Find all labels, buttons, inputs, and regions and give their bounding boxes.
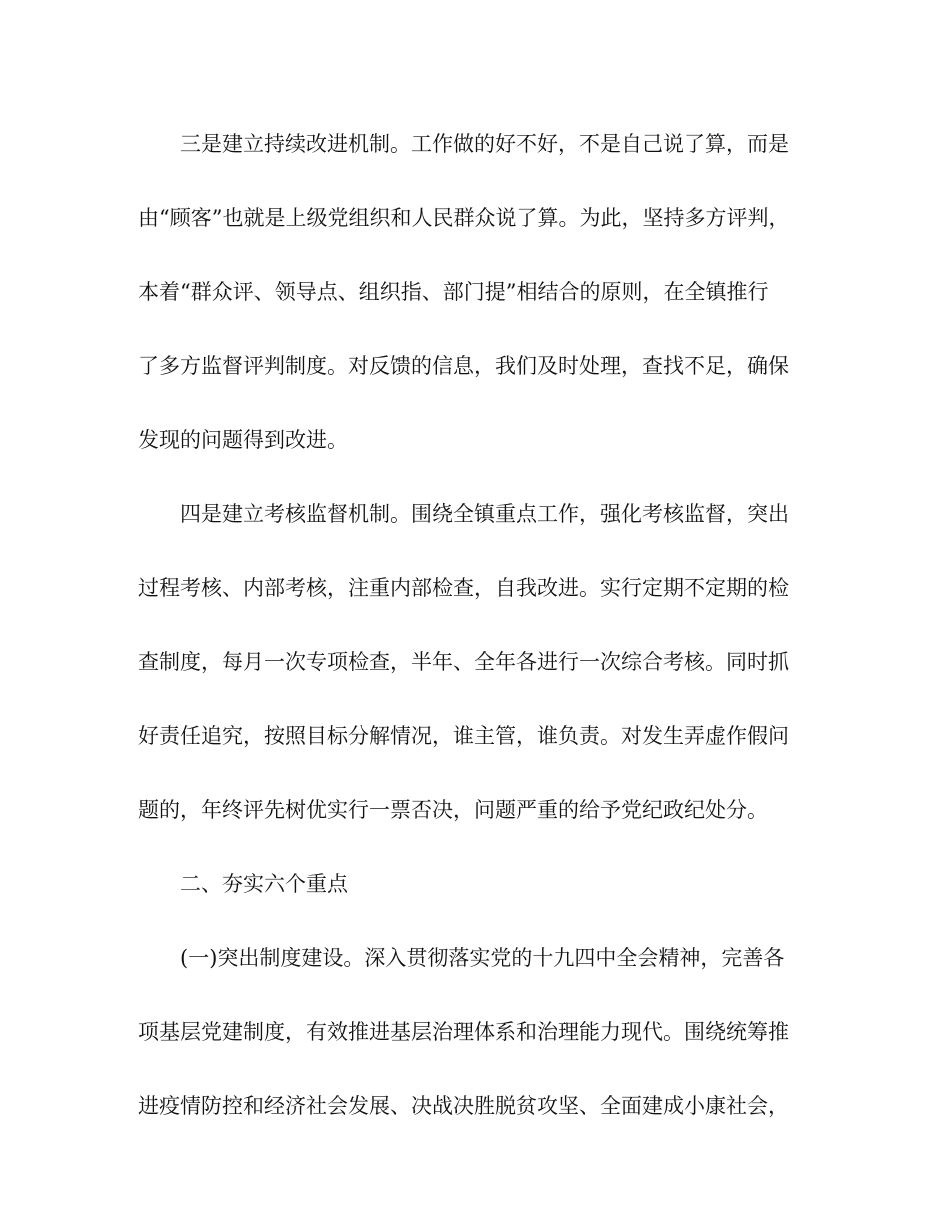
text-line: 由“顾客”也就是上级党组织和人民群众说了算。为此，坚持多方评判， [138, 206, 790, 230]
text-line: 进疫情防控和经济社会发展、决战决胜脱贫攻坚、全面建成小康社会， [138, 1094, 789, 1118]
heading-line: 二、夯实六个重点 [180, 872, 348, 896]
text-line: 四是建立考核监督机制。围绕全镇重点工作，强化考核监督，突出 [180, 502, 789, 526]
text-line: 三是建立持续改进机制。工作做的好不好，不是自己说了算，而是 [180, 132, 789, 156]
text-line: 查制度，每月一次专项检查，半年、全年各进行一次综合考核。同时抓 [138, 650, 789, 674]
section-heading [138, 847, 818, 921]
text-line: 过程考核、内部考核，注重内部检查，自我改进。实行定期不定期的检 [138, 576, 789, 600]
paragraph-assessment-supervision [138, 477, 818, 847]
text-line: 本着“群众评、领导点、组织指、部门提”相结合的原则，在全镇推行 [138, 280, 769, 304]
paragraph-institution-building [138, 921, 818, 1143]
text-line: 了多方监督评判制度。对反馈的信息，我们及时处理，查找不足，确保 [138, 354, 789, 378]
text-line: (一)突出制度建设。深入贯彻落实党的十九四中全会精神，完善各 [180, 946, 785, 970]
body-text [138, 107, 818, 1143]
text-line: 好责任追究，按照目标分解情况，谁主管，谁负责。对发生弄虚作假问 [138, 724, 789, 748]
text-line: 发现的问题得到改进。 [138, 428, 348, 452]
paragraph-continuous-improvement [138, 107, 818, 477]
text-line: 题的，年终评先树优实行一票否决，问题严重的给予党纪政纪处分。 [138, 798, 768, 822]
text-line: 项基层党建制度，有效推进基层治理体系和治理能力现代。围绕统筹推 [138, 1020, 789, 1044]
